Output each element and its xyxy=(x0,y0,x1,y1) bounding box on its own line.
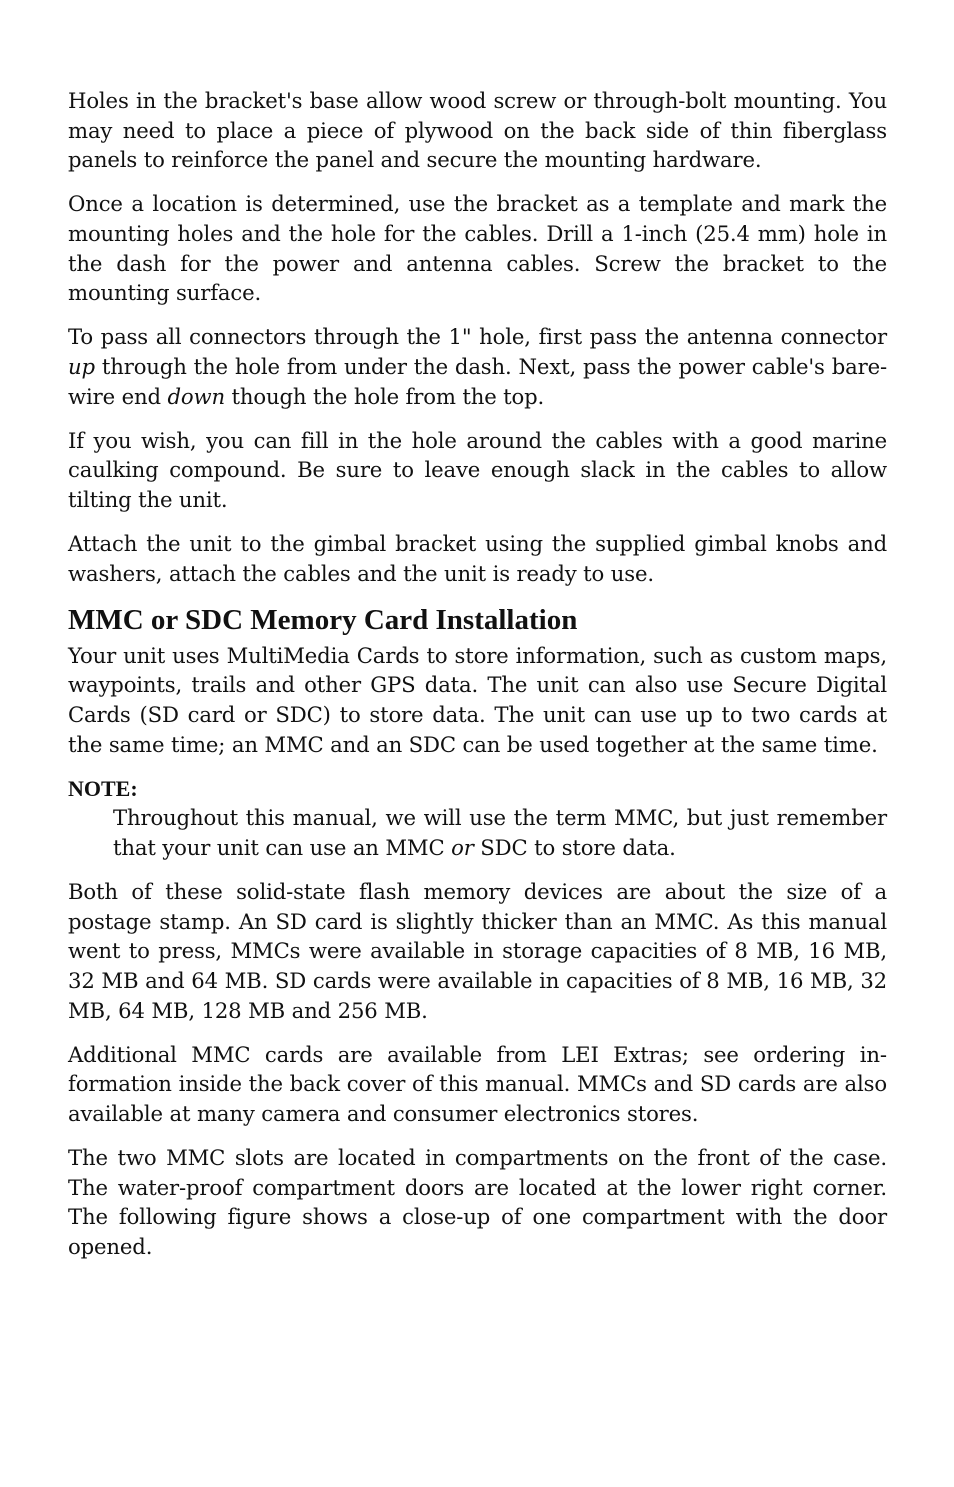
emphasis-or: or xyxy=(451,835,474,861)
emphasis-up: up xyxy=(68,353,95,379)
emphasis-down: down xyxy=(167,383,225,409)
paragraph-location: Once a location is determined, use the bracket as a template and mark the mounting holes and the hole for the cables. Drill a 1-inch (25.4 mm) hole in the dash for the power and antenna cables. Screw the bracket to the mounting surface. xyxy=(68,191,887,306)
connectors-text-a: To pass all connectors through the 1" hole, first pass the antenna connector xyxy=(68,324,887,350)
note-body xyxy=(68,803,887,862)
note-label: NOTE: xyxy=(68,775,138,801)
connectors-text-c: though the hole from the top. xyxy=(224,383,545,409)
connectors-text-b: through the hole from under the dash. Next, pass the power cable's bare-wire end xyxy=(68,353,887,409)
note-text-a: Throughout this manual, we will use the term MMC, but just remember that your unit can use an MMC xyxy=(113,805,887,861)
paragraph-mmc-slots: The two MMC slots are located in compartments on the front of the case. The water-proof compartment doors are located at the lower right corner. The following figure shows a close-up of one compartment with the door opened. xyxy=(68,1145,887,1259)
paragraph-lei-extras: Additional MMC cards are available from LEI Extras; see ordering information inside the back cover of this manual. MMCs and SD cards are also available at many camera and consumer electronics stores. xyxy=(68,1041,887,1126)
section-heading: MMC or SDC Memory Card Installation xyxy=(68,603,578,636)
paragraph-caulking: If you wish, you can fill in the hole around the cables with a good marine caulking compound. Be sure to leave enough slack in the cables to allow tilting the unit. xyxy=(68,427,887,512)
note-text-b: SDC to store data. xyxy=(473,835,676,861)
paragraph-attach-unit: Attach the unit to the gimbal bracket using the supplied gimbal knobs and washers, attach the cables and the unit is ready to use. xyxy=(68,531,887,586)
paragraph-connectors xyxy=(68,322,887,411)
paragraph-card-sizes: Both of these solid-state flash memory devices are about the size of a postage stamp. An SD card is slightly thicker than an MMC. As this manual went to press, MMCs were available in storage capacities of 8 MB, 16 MB, 32 MB and 64 MB. SD cards were available in capacities of 8 MB, 16 MB, 32 MB, 64 MB, 128 MB and 256 MB. xyxy=(68,879,887,1023)
manual-page xyxy=(68,86,887,1276)
paragraph-bracket-holes: Holes in the bracket's base allow wood screw or through-bolt mounting. You may need to place a piece of plywood on the back side of thin fiberglass panels to reinforce the panel and secure the mounting hardware. xyxy=(68,88,887,173)
paragraph-mmc-intro: Your unit uses MultiMedia Cards to store information, such as custom maps, waypoints, trails and other GPS data. The unit can also use Secure Digital Cards (SD card or SDC) to store data. The unit can use up to two cards at the same time; an MMC and an SDC can be used together at the same time. xyxy=(68,642,887,757)
